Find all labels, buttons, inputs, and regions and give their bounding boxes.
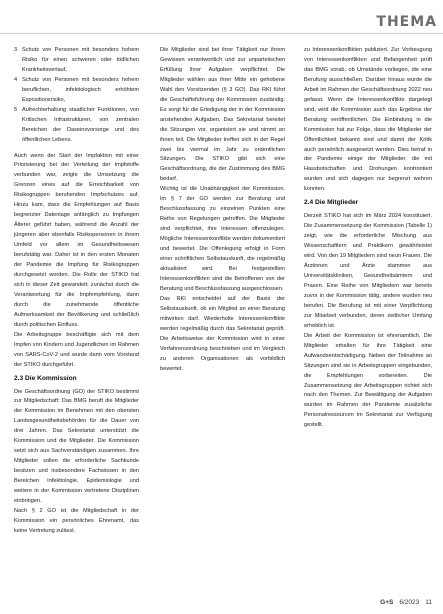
section-label: THEMA	[376, 14, 437, 30]
list-item	[14, 106, 139, 146]
issue-number: 6/2023	[399, 599, 420, 606]
text-column-2	[160, 46, 285, 374]
list-item-number: 4	[14, 76, 18, 83]
list-item	[14, 46, 139, 76]
list-item-text: Schutz von Personen mit besonders hohem beruflichen, infektiologisch erhöhtem Expositionsrisiko,	[22, 76, 139, 103]
section-heading: 2.3 Die Kommission	[14, 374, 77, 382]
magazine-name: G+S	[380, 599, 394, 606]
list-item-text: Aufrechterhaltung staatlicher Funktionen, von Kritischen Infrastrukturen, von zentralen Bereichen der Daseinsvorsorge und des öffentlichen Lebens.	[22, 106, 139, 143]
body-paragraph: Nach § 2 GO ist die Mitgliedschaft in der Kommission ein persönliches Ehrenamt, das keine Vertretung zulässt.	[14, 507, 139, 534]
body-paragraph: Wichtig ist die Unabhängigkeit der Kommission. Im § 7 der GO werden zur Beratung und Beschlussfassung zu einzelnen Punkten eine Reihe von Regelungen getroffen. Die Mitglieder sind verpflichtet, ihre Interessen offenzulegen. Mögliche Interessenkonflikte werden dokumentiert und bewertet. Die Offenlegung erfolgt in Form einer schriftlichen Selbstauskunft, die regelmäßig aktualisiert wird. Bei festgestellten Interessenkonflikten sind die Betroffenen von der Beratung und Beschlussfassung ausgeschlossen.	[160, 186, 285, 292]
list-item-number: 3	[14, 47, 18, 53]
page-footer	[380, 599, 432, 606]
header-rule	[0, 33, 443, 34]
body-paragraph: Das RKI entscheidet auf der Basis der Selbstauskunft, ob ein Mitglied an einer Beratung mitwirken darf. Wiederholte Interessenkonflikte werden regelmäßig durch das Sekretariat geprüft. Die Arbeitsweise der Kommission wird in einer Verfahrensordnung beschrieben und im Vergleich zu anderen Organisationen als vorbildlich bewertet.	[160, 295, 285, 372]
text-column-1	[14, 46, 139, 537]
body-paragraph: Die Arbeit der Kommission ist ehrenamtlich. Die Mitglieder erhalten für ihre Tätigkeit eine Aufwandsentschädigung. Neben der Teilnahme an Sitzungen sind sie in Arbeitsgruppen eingebunden, die Empfehlungen vorbereiten. Die Zusammensetzung der Arbeitsgruppen richtet sich nach den Themen. Zur Bewältigung der Aufgaben wurden im Rahmen der Pandemie zusätzliche Personalressourcen im Sekretariat zur Verfügung gestellt.	[304, 332, 432, 429]
numbered-list	[14, 46, 139, 146]
body-paragraph: Die Geschäftsordnung (GO) der STIKO bestimmt zur Mitgliedschaft: Das BMG beruft die Mitglieder der Kommission im Benehmen mit den obersten Landesgesundheitsbehörden für die Dauer von drei Jahren. Das Sekretariat unterstützt die Kommission und die Mitglieder. Die Kommission setzt sich aus Sachverständigen zusammen. Ihre Mitglieder sollen die erforderliche Sachkunde besitzen und insbesondere Fachwissen in den Bereichen Infektiologie, Epidemiologie und weitere in der Kommission vertretene Disziplinen einbringen.	[14, 388, 139, 504]
body-paragraph: Die Mitglieder sind bei ihrer Tätigkeit nur ihrem Gewissen verantwortlich und zur unparteiischen Erfüllung ihrer Aufgaben verpflichtet. Die Mitglieder wählen aus ihrer Mitte ein gehobene Wahl den Vorsitzenden (§ 3 GO). Das RKI führt die Geschäftsführung der Kommission zuständig. Es sorgt für die Erledigung der in der Kommission anstehenden Aufgaben. Das Sekretariat bereitet die Sitzungen vor, organisiert sie und nimmt an ihnen teil. Die Mitglieder treffen sich in der Regel zwei bis viermal im Jahr zu ordentlichen Sitzungen. Die STIKO gibt sich eine Geschäftsordnung, die der Zustimmung des BMG bedarf.	[160, 47, 285, 183]
page-number: 11	[425, 599, 432, 606]
body-paragraph: Auch wenn der Start der Impfaktion mit einer Priorisierung bei der Verteilung der Impfstoffe verbunden war, zeigte die Umsetzung die Grenzen eines auf die Erreichbarkeit von Risikogruppen beruhenden Impfschutzes auf. Hinzu kam, dass die Empfehlungen auf Basis begrenzter Datenlage anfänglich zu Impfungen Älterer geführt haben, während die Anzahl der jüngeren aber ebenfalls Risikopersonen in ihrem Umfeld vor allem im Gesundheitswesen berufstätig war. Daher ist in den ersten Monaten der Pandemie die Impfung für Risikogruppen durchgesetzt worden. Die Rolle der STIKO hat sich in dieser Zeit gewandelt: zunächst durch die Verantwortung für die Impfempfehlung, dann durch die zunehmende öffentliche Aufmerksamkeit der Bevölkerung und schließlich durch politischen Einfluss.	[14, 152, 139, 328]
list-item	[14, 76, 139, 106]
list-item-text: Schutz von Personen mit besonders hohem Risiko für einen schweren oder tödlichen Krankheitsverlauf,	[22, 47, 139, 73]
section-heading: 2.4 Die Mitglieder	[304, 199, 359, 207]
body-paragraph: Derzeit STIKO hat sich im März 2024 konstituiert. Die Zusammensetzung der Kommission (Tabelle 1) zeigt, wie die erforderliche Mischung aus Wissenschaftlern und Praktikern gewährleistet wird. Von den 19 Mitgliedern sind neun Frauen. Die Ärztinnen und Ärzte stammen aus Universitätskliniken, Gesundheitsämtern und Praxen. Eine Reihe von Mitgliedern war bereits zuvor in der Kommission tätig, andere wurden neu berufen. Die Berufung ist mit einer Verpflichtung zur Mitarbeit verbunden, deren zeitlicher Umfang erheblich ist.	[304, 213, 432, 329]
list-item-number: 5	[14, 106, 18, 113]
body-paragraph: Die Arbeitsgruppe beschäftigte sich mit dem Impfen von Kindern und Jugendlichen im Rahmen von SARS-CoV-2 und wurde dann vom Vorstand der STIKO durchgeführt.	[14, 331, 139, 368]
body-paragraph: zu Interessenkonflikten publiziert. Zur Vorbeugung von Interessenkonflikten und Befangenheit prüft das BMG vorab, ob Umstände vorliegen, die eine Berufung ausschließen. Darüber hinaus wurde die Arbeit im Rahmen der Geschäftsordnung 2022 neu gefasst. Wenn die Interessenkonflikte dargelegt sind, wird die Kommission auch das Ergebnis der Beratung veröffentlichen. Die Einbindung in die Kommission hat zur Folge, dass die Mitglieder der Öffentlichkeit bekannt sind und damit der Kritik auch persönlich ausgesetzt werden. Dies betraf in der Pandemie einige der Mitglieder, die mit Hassbotschaften und Drohungen konfrontiert wurden und sich dagegen nur begrenzt wehren konnten.	[304, 47, 432, 193]
text-column-3	[304, 46, 432, 431]
